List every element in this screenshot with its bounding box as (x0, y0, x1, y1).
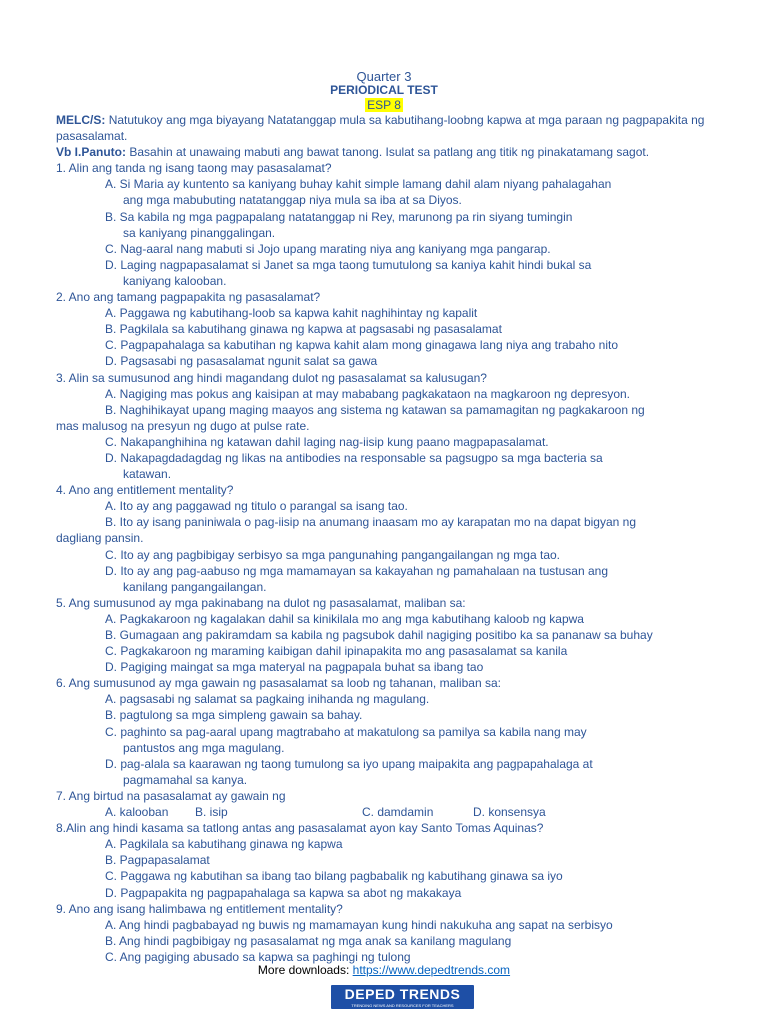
choice-line: C. Nag-aaral nang mabuti si Jojo upang marating niya ang kaniyang mga pangarap. (105, 241, 551, 256)
choice-line: D. Pagpapakita ng pagpapahalaga sa kapwa sa abot ng makakaya (105, 885, 462, 900)
question-8: 8.Alin ang hindi kasama sa tatlong antas ang pasasalamat ayon kay Santo Tomas Aquinas? (56, 821, 544, 836)
choice-line: A. Ito ay ang paggawad ng titulo o parangal sa isang tao. (105, 499, 408, 514)
choice-line: C. Pagpapahalaga sa kabutihan ng kapwa kahit alam mong ginagawa lang niya ang trabaho nito (105, 338, 619, 353)
choice-line: mas malusog na presyun ng dugo at pulse rate. (56, 418, 310, 433)
choice-line: A. Si Maria ay kuntento sa kaniyang buhay kahit simple lamang dahil alam niyang pahalagahan (105, 177, 612, 192)
choice-line: D. Ito ay ang pag-aabuso ng mga mamamayan sa kakayahan ng pamahalaan na tustusan ang (105, 563, 608, 578)
choice-2-a (56, 305, 716, 321)
inline-choices-7 (56, 804, 716, 820)
quarter-label: Quarter 3 (356, 69, 412, 84)
choice-line: kanilang pangangailangan. (123, 579, 267, 594)
choice-8-a (56, 836, 716, 852)
melc-label: MELC/S: (56, 113, 106, 127)
choice-3-b (56, 402, 716, 434)
instructions-label: Vb I.Panuto: (56, 145, 126, 160)
choice-line: D. Nakapagdadagdag ng likas na antibodies na responsable sa pagsugpo sa mga bacteria sa (105, 450, 603, 465)
choice-line: B. Naghihikayat upang maging maayos ang sistema ng katawan sa pamamagitan ng pagkakaroon ng (105, 402, 645, 417)
choice-line: C. Nakapanghihina ng katawan dahil laging nag-iisip kung paano magpapasalamat. (105, 434, 549, 449)
choice-4-b (56, 514, 716, 546)
choice-line: B. Pagkilala sa kabutihang ginawa ng kapwa at pagsasabi ng pasasalamat (105, 322, 502, 337)
test-body (56, 112, 716, 965)
choice-line: A. Paggawa ng kabutihang-loob sa kapwa kahit naghihintay ng kapalit (105, 306, 478, 321)
logo-text: DEPED TRENDS (344, 986, 461, 1002)
choice-line: sa kaniyang pinanggalingan. (123, 225, 276, 240)
questions-list (56, 160, 716, 965)
choice-1-b (56, 209, 716, 241)
melc-block (56, 112, 716, 144)
instructions-block (56, 144, 716, 160)
logo-tagline: TRENDING NEWS AND RESOURCES FOR TEACHERS (351, 1003, 454, 1008)
choice-line: D. Laging nagpapasalamat si Janet sa mga taong tumutulong sa kaniya kahit hindi bukal sa (105, 257, 592, 272)
choice-line: C. Ang pagiging abusado sa kapwa sa paghingi ng tulong (105, 949, 411, 964)
choice-line: A. Nagiging mas pokus ang kaisipan at may mababang pagkakataon na magkaroon ng depresyon. (105, 386, 631, 401)
inline-choice: B. isip (195, 805, 228, 820)
instructions-text: Basahin at unawaing mabuti ang bawat tanong. Isulat sa patlang ang titik ng pinakatamang sagot. (129, 145, 650, 160)
choice-line: katawan. (123, 467, 172, 482)
choice-line: C. paghinto sa pag-aaral upang magtrabaho at makatulong sa pamilya sa kabila nang may (105, 724, 587, 739)
choice-line: A. pagsasabi ng salamat sa pagkaing inihanda ng magulang. (105, 692, 430, 707)
choice-6-c (56, 724, 716, 756)
choice-line: dagliang pansin. (56, 531, 144, 546)
choice-line: C. Paggawa ng kabutihan sa ibang tao bilang pagbabalik ng kabutihang ginawa sa iyo (105, 869, 563, 884)
choice-line: B. Ito ay isang paniniwala o pag-iisip na anumang inaasam mo ay karapatan mo na dapat bigyan ng (105, 515, 637, 530)
choice-line: B. pagtulong sa mga simpleng gawain sa bahay. (105, 708, 363, 723)
footer-link[interactable]: https://www.depedtrends.com (352, 963, 511, 977)
choice-9-b (56, 933, 716, 949)
choice-1-d (56, 257, 716, 289)
inline-choice: D. konsensya (473, 805, 546, 820)
choice-3-c (56, 434, 716, 450)
subject-highlight: ESP 8 (367, 98, 401, 112)
choice-2-d (56, 353, 716, 369)
question-3: 3. Alin sa sumusunod ang hindi magandang dulot ng pasasalamat sa kalusugan? (56, 370, 487, 385)
subject-label (0, 98, 768, 113)
choice-6-d (56, 756, 716, 788)
melc-text: Natutukoy ang mga biyayang Natatanggap mula sa kabutihang-loobng kapwa at mga paraan ng pagpapakita ng pasasalamat. (56, 113, 705, 144)
choice-1-a (56, 176, 716, 208)
choice-line: B. Gumagaan ang pakiramdam sa kabila ng pagsubok dahil nagiging positibo ka sa pananaw sa buhay (105, 628, 653, 642)
choice-2-b (56, 321, 716, 337)
question-9: 9. Ano ang isang halimbawa ng entitlement mentality? (56, 901, 343, 916)
choice-line: pantustos ang mga magulang. (123, 740, 285, 755)
question-5: 5. Ang sumusunod ay mga pakinabang na dulot ng pasasalamat, maliban sa: (56, 595, 466, 610)
footer-text: More downloads: (257, 963, 353, 977)
choice-line: ang mga mabubuting natatanggap niya mula sa iba at sa Diyos. (123, 193, 462, 208)
question-1: 1. Alin ang tanda ng isang taong may pasasalamat? (56, 161, 332, 176)
choice-8-b (56, 852, 716, 868)
choice-line: kaniyang kalooban. (123, 273, 227, 288)
question-7: 7. Ang birtud na pasasalamat ay gawain ng (56, 788, 286, 803)
choice-5-c (56, 643, 716, 659)
choice-8-c (56, 868, 716, 884)
choice-3-a (56, 386, 716, 402)
choice-line: B. Sa kabila ng mga pagpapalang natatanggap ni Rey, marunong pa rin siyang tumingin (105, 209, 573, 224)
choice-line: B. Ang hindi pagbibigay ng pasasalamat ng mga anak sa kanilang magulang (105, 933, 512, 948)
choice-line: A. Pagkilala sa kabutihang ginawa ng kapwa (105, 837, 343, 852)
inline-choice: A. kalooban (105, 805, 169, 820)
choice-1-c (56, 241, 716, 257)
choice-4-a (56, 498, 716, 514)
choice-line: D. Pagsasabi ng pasasalamat ngunit salat sa gawa (105, 354, 378, 369)
choice-line: pagmamahal sa kanya. (123, 772, 248, 787)
choice-line: C. Ito ay ang pagbibigay serbisyo sa mga pangunahing pangangailangan ng mga tao. (105, 547, 560, 562)
choice-3-d (56, 450, 716, 482)
choice-line: B. Pagpapasalamat (105, 853, 210, 868)
choice-6-a (56, 691, 716, 707)
choice-4-d (56, 563, 716, 595)
choice-line: D. Pagiging maingat sa mga materyal na pagpapala buhat sa ibang tao (105, 660, 484, 675)
choice-5-b (56, 627, 716, 643)
inline-choice: C. damdamin (362, 805, 434, 820)
question-6: 6. Ang sumusunod ay mga gawain ng pasasalamat sa loob ng tahanan, maliban sa: (56, 676, 501, 691)
choice-line: A. Ang hindi pagbabayad ng buwis ng mamamayan kung hindi nakukuha ang sapat na serbisyo (105, 917, 613, 932)
test-title: PERIODICAL TEST (330, 83, 438, 97)
question-4: 4. Ano ang entitlement mentality? (56, 483, 234, 498)
question-2: 2. Ano ang tamang pagpapakita ng pasasalamat? (56, 290, 321, 305)
choice-line: C. Pagkakaroon ng maraming kaibigan dahil ipinapakita mo ang pasasalamat sa kanila (105, 644, 568, 659)
choice-5-d (56, 659, 716, 675)
choice-2-c (56, 337, 716, 353)
footer (0, 963, 768, 977)
deped-trends-logo (331, 985, 474, 1009)
choice-6-b (56, 707, 716, 723)
choice-line: A. Pagkakaroon ng kagalakan dahil sa kinikilala mo ang mga kabutihang kaloob ng kapwa (105, 611, 584, 626)
choice-8-d (56, 885, 716, 901)
choice-line: D. pag-alala sa kaarawan ng taong tumulong sa iyo upang maipakita ang pagpapahalaga at (105, 756, 593, 771)
choice-9-a (56, 917, 716, 933)
choice-4-c (56, 547, 716, 563)
choice-5-a (56, 611, 716, 627)
